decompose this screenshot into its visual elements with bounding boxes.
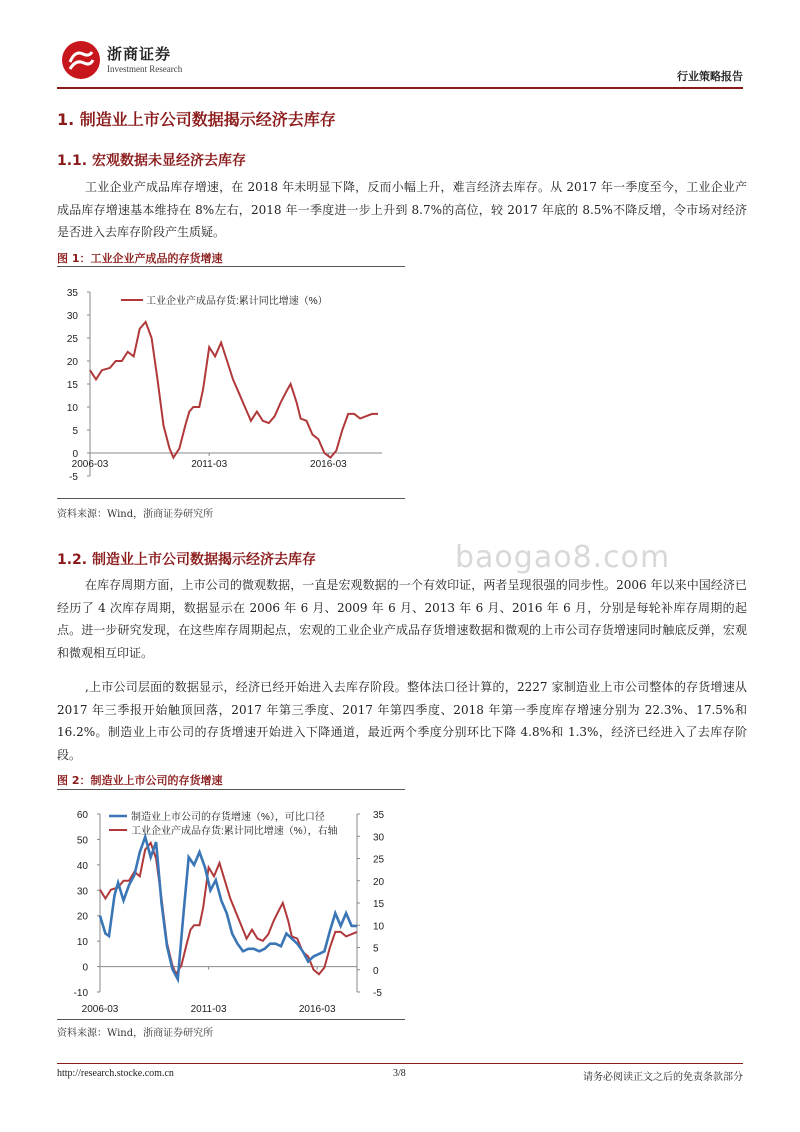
section-1-2-paragraph-1: 在库存周期方面，上市公司的微观数据，一直是宏观数据的一个有效印证，两者呈现很强的同步性。2006 年以来中国经济已经历了 4 次库存周期，数据显示在 2006 年 6 月、2009 年 6 月、2013 年 6 月、2016 年 6 月，分别是每轮补库存周期的起点。进一步研究发现，在这些库存周期起点，宏观的工业企业产成品存货增速数据和微观的上市公司存货增速同时触底反弹，宏观和微观相互印证。 [57,578,747,660]
figure-1-bottom-rule [57,498,405,499]
chart1-y-tick-label: 25 [66,334,78,345]
chart2-left-y-tick-label: 20 [76,911,88,923]
chart1-y-tick-label: 10 [66,403,78,414]
chart2-legend-label-listed: 制造业上市公司的存货增速（%），可比口径 [131,812,325,823]
footer-divider [57,1063,743,1064]
chart2-right-y-tick-label: 35 [373,810,385,821]
chart2-left-y-tick-label: -10 [73,988,88,999]
chart2-right-y-tick-label: 20 [373,876,385,888]
chart1-y-tick-label: -5 [69,472,78,483]
section-1-2-paragraph-2: ,上市公司层面的数据显示，经济已经开始进入去库存阶段。整体法口径计算的，2227 家制造业上市公司整体的存货增速从 2017 年三季报开始触顶回落，2017 年第三季度、2017 年第四季度、2018 年第一季度库存增速分别为 22.3%、17.5%和 16.2%。制造业上市公司的存货增速开始进入下降通道，最近两个季度分别环比下降 4.8%和 1.3%，经济已经进入了去库存阶段。 [57,680,747,762]
chart2-right-y-tick-label: 5 [373,943,379,955]
figure-2-top-rule [57,789,405,790]
chart2-legend-label-industrial: 工业企业产成品存货:累计同比增速（%），右轴 [131,826,338,837]
figure-2-chart [57,798,405,1015]
chart1-legend-label: 工业企业产成品存货:累计同比增速（%） [146,296,328,307]
chart2-series-listed-line [100,837,357,979]
chart1-y-tick-label: 0 [72,449,78,460]
chart1-x-tick-label: 2006-03 [71,459,109,470]
figure-2-source: 资料来源：Wind，浙商证券研究所 [57,1028,214,1039]
chart1-y-tick-label: 35 [66,288,78,299]
chart1-series-line [90,322,378,458]
footer-url: http://research.stocke.com.cn [57,1068,174,1079]
chart2-left-y-tick-label: 40 [76,860,88,872]
chart2-right-y-tick-label: 10 [373,921,385,933]
watermark: baogao8.com [455,540,671,575]
chart2-left-y-tick-label: 60 [76,810,88,821]
section-1-2-heading: 1.2. 制造业上市公司数据揭示经济去库存 [57,552,316,568]
company-name-en: Investment Research [107,64,183,74]
chart2-left-y-tick-label: 50 [76,835,88,847]
company-name-cn: 浙商证券 [107,45,172,63]
chart2-right-y-tick-label: -5 [373,988,382,999]
chart1-x-tick-label: 2016-03 [310,459,347,470]
chart2-right-y-tick-label: 25 [373,854,385,866]
company-logo-icon [61,40,101,80]
header-divider [57,87,743,89]
chart2-right-y-tick-label: 0 [373,965,379,977]
chart2-left-y-tick-label: 30 [76,886,88,898]
footer-page-number: 3/8 [393,1068,406,1079]
footer-disclaimer: 请务必阅读正文之后的免责条款部分 [583,1072,743,1083]
figure-2-title: 图 2：制造业上市公司的存货增速 [57,774,223,787]
chart2-x-tick-label: 2011-03 [190,1004,227,1015]
page-header [57,34,743,84]
figure-1-chart [57,272,405,492]
figure-1-title: 图 1：工业企业产成品的存货增速 [57,252,223,265]
figure-1-top-rule [57,266,405,267]
report-type: 行业策略报告 [677,70,743,83]
chart2-right-y-tick-label: 15 [373,899,385,910]
chart2-x-tick-label: 2006-03 [81,1004,119,1015]
chart2-right-y-tick-label: 30 [373,832,385,844]
chart1-y-tick-label: 30 [66,311,78,322]
figure-1-source: 资料来源：Wind，浙商证券研究所 [57,509,214,520]
chart2-x-tick-label: 2016-03 [298,1004,336,1015]
section-1-heading: 1. 制造业上市公司数据揭示经济去库存 [57,110,336,129]
chart2-left-y-tick-label: 10 [76,937,88,949]
chart2-left-y-tick-label: 0 [82,962,88,974]
chart1-y-tick-label: 20 [66,357,78,368]
section-1-1-heading: 1.1. 宏观数据未显经济去库存 [57,153,246,169]
chart1-y-tick-label: 5 [72,426,78,437]
section-1-1-paragraph: 工业企业产成品库存增速，在 2018 年未明显下降，反而小幅上升，难言经济去库存。从 2017 年一季度至今，工业企业产成品库存增速基本维持在 8%左右，2018 年一季度进一步上升到 8.7%的高位，较 2017 年底的 8.5%不降反增，令市场对经济是否进入去库存阶段产生质疑。 [57,180,747,239]
chart1-y-tick-label: 15 [66,380,78,391]
chart1-x-tick-label: 2011-03 [191,459,228,470]
figure-2-bottom-rule [57,1019,405,1020]
